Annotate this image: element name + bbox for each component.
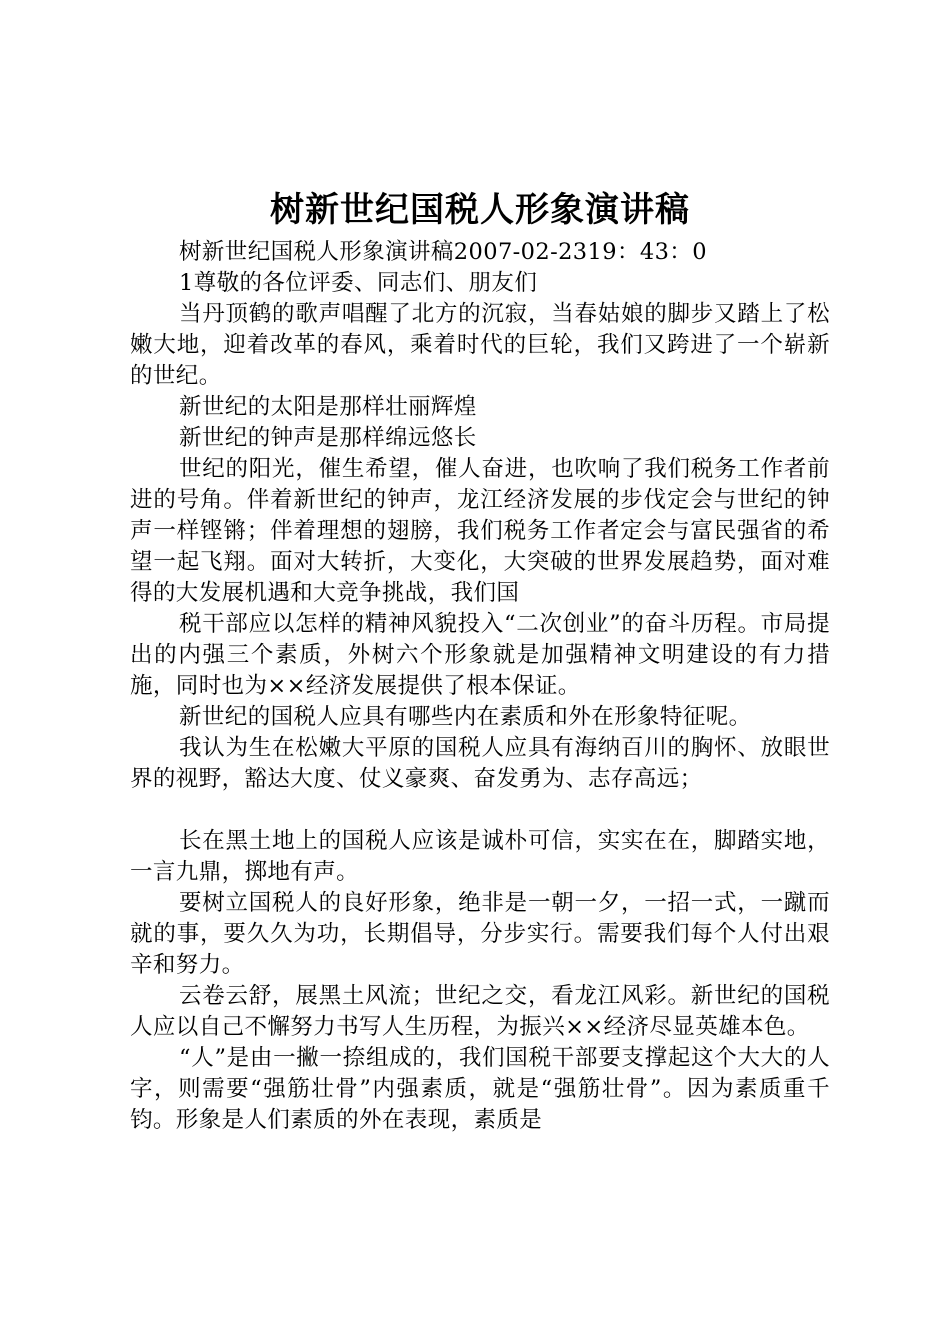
paragraph-tax-cadres: 税干部应以怎样的精神风貌投入“二次创业”的奋斗历程。市局提出的内强三个素质，外树六个形象就是加强精神文明建设的有力措施，同时也为××经济发展提供了根本保证。 [130, 611, 830, 699]
paragraph-image-building: 要树立国税人的良好形象，绝非是一朝一夕，一招一式，一蹴而就的事，要久久为功，长期倡导，分步实行。需要我们每个人付出艰辛和努力。 [130, 890, 830, 978]
paragraph-salutation: 1尊敬的各位评委、同志们、朋友们 [179, 270, 538, 296]
paragraph-header-date: 树新世纪国税人形象演讲稿2007-02-2319：43：0 [179, 239, 707, 265]
paragraph-question: 新世纪的国税人应具有哪些内在素质和外在形象特征呢。 [179, 704, 752, 730]
paragraph-sun: 新世纪的太阳是那样壮丽辉煌 [179, 394, 477, 420]
document-page [130, 185, 830, 1136]
paragraph-opinion: 我认为生在松嫩大平原的国税人应具有海纳百川的胸怀、放眼世界的视野，豁达大度、仗义豪爽、奋发勇为、志存高远； [130, 735, 830, 792]
document-title: 树新世纪国税人形象演讲稿 [270, 190, 690, 230]
paragraph-bell: 新世纪的钟声是那样绵远悠长 [179, 425, 477, 451]
paragraph-black-soil: 长在黑土地上的国税人应该是诚朴可信，实实在在，脚踏实地，一言九鼎，掷地有声。 [130, 828, 830, 885]
paragraph-gap [130, 795, 830, 826]
paragraph-clouds: 云卷云舒，展黑土风流；世纪之交，看龙江风彩。新世纪的国税人应以自己不懈努力书写人生历程，为振兴××经济尽显英雄本色。 [130, 983, 830, 1040]
paragraph-person-character: “人”是由一撇一捺组成的，我们国税干部要支撑起这个大大的人字，则需要“强筋壮骨”内强素质，就是“强筋壮骨”。因为素质重千钧。形象是人们素质的外在表现，素质是 [130, 1045, 830, 1133]
paragraph-century-sunlight: 世纪的阳光，催生希望，催人奋进，也吹响了我们税务工作者前进的号角。伴着新世纪的钟声，龙江经济发展的步伐定会与世纪的钟声一样铿锵；伴着理想的翅膀，我们税务工作者定会与富民强省的希望一起飞翔。面对大转折，大变化，大突破的世界发展趋势，面对难得的大发展机遇和大竞争挑战，我们国 [130, 456, 830, 606]
paragraph-opening: 当丹顶鹤的歌声唱醒了北方的沉寂，当春姑娘的脚步又踏上了松嫩大地，迎着改革的春风，乘着时代的巨轮，我们又跨进了一个崭新的世纪。 [130, 301, 830, 389]
